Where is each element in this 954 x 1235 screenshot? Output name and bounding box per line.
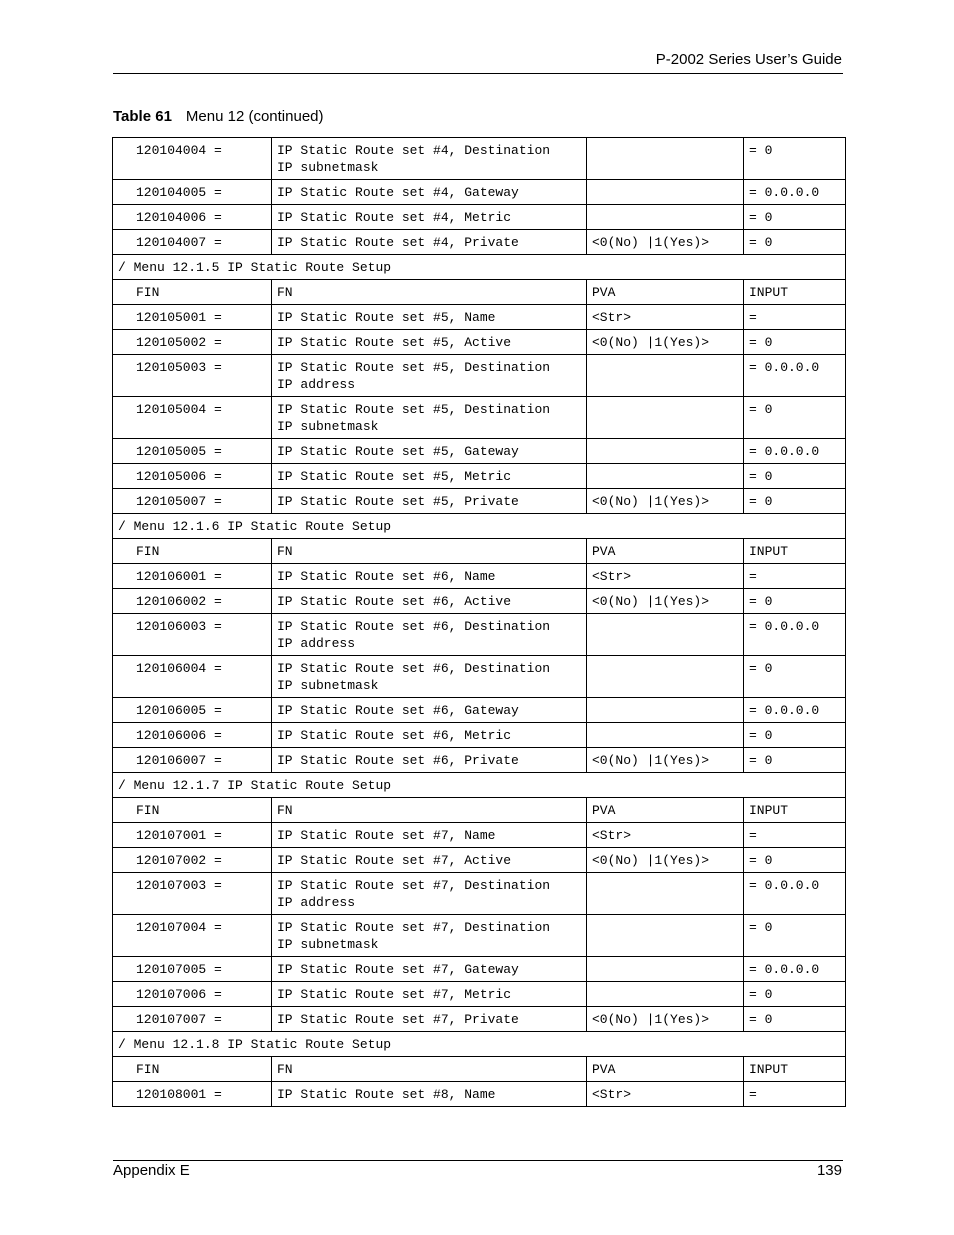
fn-cell: IP Static Route set #4, Destination IP subnetmask — [272, 138, 587, 180]
input-cell: = 0 — [744, 330, 846, 355]
pva-cell: <0(No) |1(Yes)> — [587, 489, 744, 514]
pva-cell — [587, 957, 744, 982]
table-header-row — [113, 280, 846, 305]
section-title: / Menu 12.1.8 IP Static Route Setup — [113, 1032, 846, 1057]
fin-cell: 120106002 = — [113, 589, 272, 614]
input-cell: = 0 — [744, 138, 846, 180]
table-row — [113, 489, 846, 514]
table-row — [113, 305, 846, 330]
fn-cell: FN — [272, 1057, 587, 1082]
input-cell: = 0 — [744, 656, 846, 698]
table-row — [113, 698, 846, 723]
fin-cell: 120106001 = — [113, 564, 272, 589]
section-row — [113, 255, 846, 280]
fin-cell: 120107005 = — [113, 957, 272, 982]
menu-table-body — [113, 138, 846, 1107]
fin-cell: 120107007 = — [113, 1007, 272, 1032]
input-cell: = 0 — [744, 230, 846, 255]
page-header-title: P-2002 Series User’s Guide — [655, 51, 842, 68]
pva-cell: <0(No) |1(Yes)> — [587, 230, 744, 255]
table-row — [113, 656, 846, 698]
pva-cell: <0(No) |1(Yes)> — [587, 848, 744, 873]
fin-cell: FIN — [113, 539, 272, 564]
input-cell: = 0 — [744, 1007, 846, 1032]
fn-cell: IP Static Route set #5, Gateway — [272, 439, 587, 464]
table-row — [113, 138, 846, 180]
fn-cell: IP Static Route set #5, Metric — [272, 464, 587, 489]
fin-cell: FIN — [113, 1057, 272, 1082]
footer-rule — [113, 1160, 843, 1161]
table-caption-title: Menu 12 (continued) — [185, 108, 324, 125]
table-header-row — [113, 1057, 846, 1082]
fin-cell: 120105007 = — [113, 489, 272, 514]
pva-cell: PVA — [587, 798, 744, 823]
table-row — [113, 982, 846, 1007]
table-row — [113, 848, 846, 873]
fn-cell: FN — [272, 539, 587, 564]
table-row — [113, 748, 846, 773]
fin-cell: 120107004 = — [113, 915, 272, 957]
fin-cell: 120104006 = — [113, 205, 272, 230]
pva-cell: <Str> — [587, 305, 744, 330]
pva-cell — [587, 464, 744, 489]
table-row — [113, 1082, 846, 1107]
pva-cell: <0(No) |1(Yes)> — [587, 330, 744, 355]
table-row — [113, 355, 846, 397]
fin-cell: 120105004 = — [113, 397, 272, 439]
fin-cell: 120107002 = — [113, 848, 272, 873]
menu-table — [112, 137, 846, 1107]
fn-cell: IP Static Route set #6, Destination IP address — [272, 614, 587, 656]
fn-cell: IP Static Route set #6, Name — [272, 564, 587, 589]
pva-cell — [587, 397, 744, 439]
fin-cell: 120105005 = — [113, 439, 272, 464]
pva-cell: <Str> — [587, 564, 744, 589]
fn-cell: IP Static Route set #5, Private — [272, 489, 587, 514]
input-cell: = 0 — [744, 205, 846, 230]
input-cell: = 0 — [744, 489, 846, 514]
fn-cell: FN — [272, 280, 587, 305]
header-rule — [113, 73, 843, 74]
input-cell: = 0 — [744, 915, 846, 957]
input-cell: INPUT — [744, 798, 846, 823]
table-caption-label: Table 61 — [113, 108, 172, 125]
table-header-row — [113, 798, 846, 823]
table-row — [113, 915, 846, 957]
fin-cell: 120106003 = — [113, 614, 272, 656]
page-number: 139 — [816, 1162, 842, 1179]
table-row — [113, 589, 846, 614]
fn-cell: IP Static Route set #6, Private — [272, 748, 587, 773]
fin-cell: 120106004 = — [113, 656, 272, 698]
input-cell: = 0.0.0.0 — [744, 355, 846, 397]
input-cell: = 0 — [744, 723, 846, 748]
input-cell: = 0.0.0.0 — [744, 873, 846, 915]
pva-cell: <0(No) |1(Yes)> — [587, 589, 744, 614]
pva-cell: <Str> — [587, 1082, 744, 1107]
fn-cell: IP Static Route set #5, Destination IP subnetmask — [272, 397, 587, 439]
input-cell: INPUT — [744, 1057, 846, 1082]
pva-cell — [587, 180, 744, 205]
table-row — [113, 397, 846, 439]
table-header-row — [113, 539, 846, 564]
fn-cell: IP Static Route set #7, Gateway — [272, 957, 587, 982]
fn-cell: IP Static Route set #8, Name — [272, 1082, 587, 1107]
fin-cell: 120106007 = — [113, 748, 272, 773]
fin-cell: 120107001 = — [113, 823, 272, 848]
pva-cell — [587, 205, 744, 230]
fn-cell: IP Static Route set #7, Destination IP address — [272, 873, 587, 915]
input-cell: = 0 — [744, 848, 846, 873]
fn-cell: IP Static Route set #5, Destination IP address — [272, 355, 587, 397]
fin-cell: FIN — [113, 798, 272, 823]
fin-cell: 120104007 = — [113, 230, 272, 255]
pva-cell: <Str> — [587, 823, 744, 848]
fin-cell: 120105006 = — [113, 464, 272, 489]
fn-cell: IP Static Route set #6, Active — [272, 589, 587, 614]
input-cell: = — [744, 305, 846, 330]
input-cell: = — [744, 823, 846, 848]
pva-cell — [587, 915, 744, 957]
table-row — [113, 873, 846, 915]
table-row — [113, 614, 846, 656]
fn-cell: IP Static Route set #7, Name — [272, 823, 587, 848]
pva-cell: PVA — [587, 280, 744, 305]
pva-cell — [587, 723, 744, 748]
fin-cell: 120107006 = — [113, 982, 272, 1007]
input-cell: = 0.0.0.0 — [744, 614, 846, 656]
fn-cell: IP Static Route set #6, Gateway — [272, 698, 587, 723]
table-row — [113, 723, 846, 748]
fin-cell: 120105003 = — [113, 355, 272, 397]
pva-cell: <0(No) |1(Yes)> — [587, 1007, 744, 1032]
section-title: / Menu 12.1.7 IP Static Route Setup — [113, 773, 846, 798]
pva-cell — [587, 439, 744, 464]
input-cell: = — [744, 1082, 846, 1107]
input-cell: = 0.0.0.0 — [744, 180, 846, 205]
input-cell: = 0.0.0.0 — [744, 957, 846, 982]
pva-cell — [587, 614, 744, 656]
pva-cell: <0(No) |1(Yes)> — [587, 748, 744, 773]
fn-cell: IP Static Route set #7, Private — [272, 1007, 587, 1032]
fin-cell: 120106006 = — [113, 723, 272, 748]
input-cell: = 0.0.0.0 — [744, 439, 846, 464]
input-cell: = 0 — [744, 397, 846, 439]
pva-cell — [587, 698, 744, 723]
fn-cell: IP Static Route set #5, Active — [272, 330, 587, 355]
fin-cell: 120105002 = — [113, 330, 272, 355]
section-title: / Menu 12.1.5 IP Static Route Setup — [113, 255, 846, 280]
table-caption — [113, 108, 324, 125]
pva-cell — [587, 138, 744, 180]
fn-cell: IP Static Route set #7, Destination IP subnetmask — [272, 915, 587, 957]
fin-cell: 120108001 = — [113, 1082, 272, 1107]
table-row — [113, 564, 846, 589]
table-row — [113, 823, 846, 848]
table-row — [113, 439, 846, 464]
table-row — [113, 464, 846, 489]
table-row — [113, 205, 846, 230]
input-cell: = 0 — [744, 982, 846, 1007]
section-row — [113, 773, 846, 798]
footer-section: Appendix E — [113, 1162, 190, 1179]
table-row — [113, 330, 846, 355]
pva-cell — [587, 982, 744, 1007]
input-cell: INPUT — [744, 280, 846, 305]
fin-cell: FIN — [113, 280, 272, 305]
input-cell: = 0 — [744, 748, 846, 773]
fin-cell: 120107003 = — [113, 873, 272, 915]
input-cell: = — [744, 564, 846, 589]
pva-cell — [587, 355, 744, 397]
table-row — [113, 1007, 846, 1032]
fn-cell: IP Static Route set #7, Metric — [272, 982, 587, 1007]
fin-cell: 120106005 = — [113, 698, 272, 723]
fn-cell: FN — [272, 798, 587, 823]
fn-cell: IP Static Route set #6, Metric — [272, 723, 587, 748]
fn-cell: IP Static Route set #6, Destination IP subnetmask — [272, 656, 587, 698]
fn-cell: IP Static Route set #4, Private — [272, 230, 587, 255]
fin-cell: 120104004 = — [113, 138, 272, 180]
input-cell: = 0.0.0.0 — [744, 698, 846, 723]
table-row — [113, 230, 846, 255]
fn-cell: IP Static Route set #4, Metric — [272, 205, 587, 230]
fin-cell: 120104005 = — [113, 180, 272, 205]
pva-cell: PVA — [587, 539, 744, 564]
input-cell: = 0 — [744, 589, 846, 614]
fin-cell: 120105001 = — [113, 305, 272, 330]
input-cell: = 0 — [744, 464, 846, 489]
pva-cell: PVA — [587, 1057, 744, 1082]
fn-cell: IP Static Route set #5, Name — [272, 305, 587, 330]
pva-cell — [587, 873, 744, 915]
table-row — [113, 957, 846, 982]
pva-cell — [587, 656, 744, 698]
section-row — [113, 1032, 846, 1057]
section-title: / Menu 12.1.6 IP Static Route Setup — [113, 514, 846, 539]
fn-cell: IP Static Route set #4, Gateway — [272, 180, 587, 205]
fn-cell: IP Static Route set #7, Active — [272, 848, 587, 873]
input-cell: INPUT — [744, 539, 846, 564]
section-row — [113, 514, 846, 539]
table-row — [113, 180, 846, 205]
